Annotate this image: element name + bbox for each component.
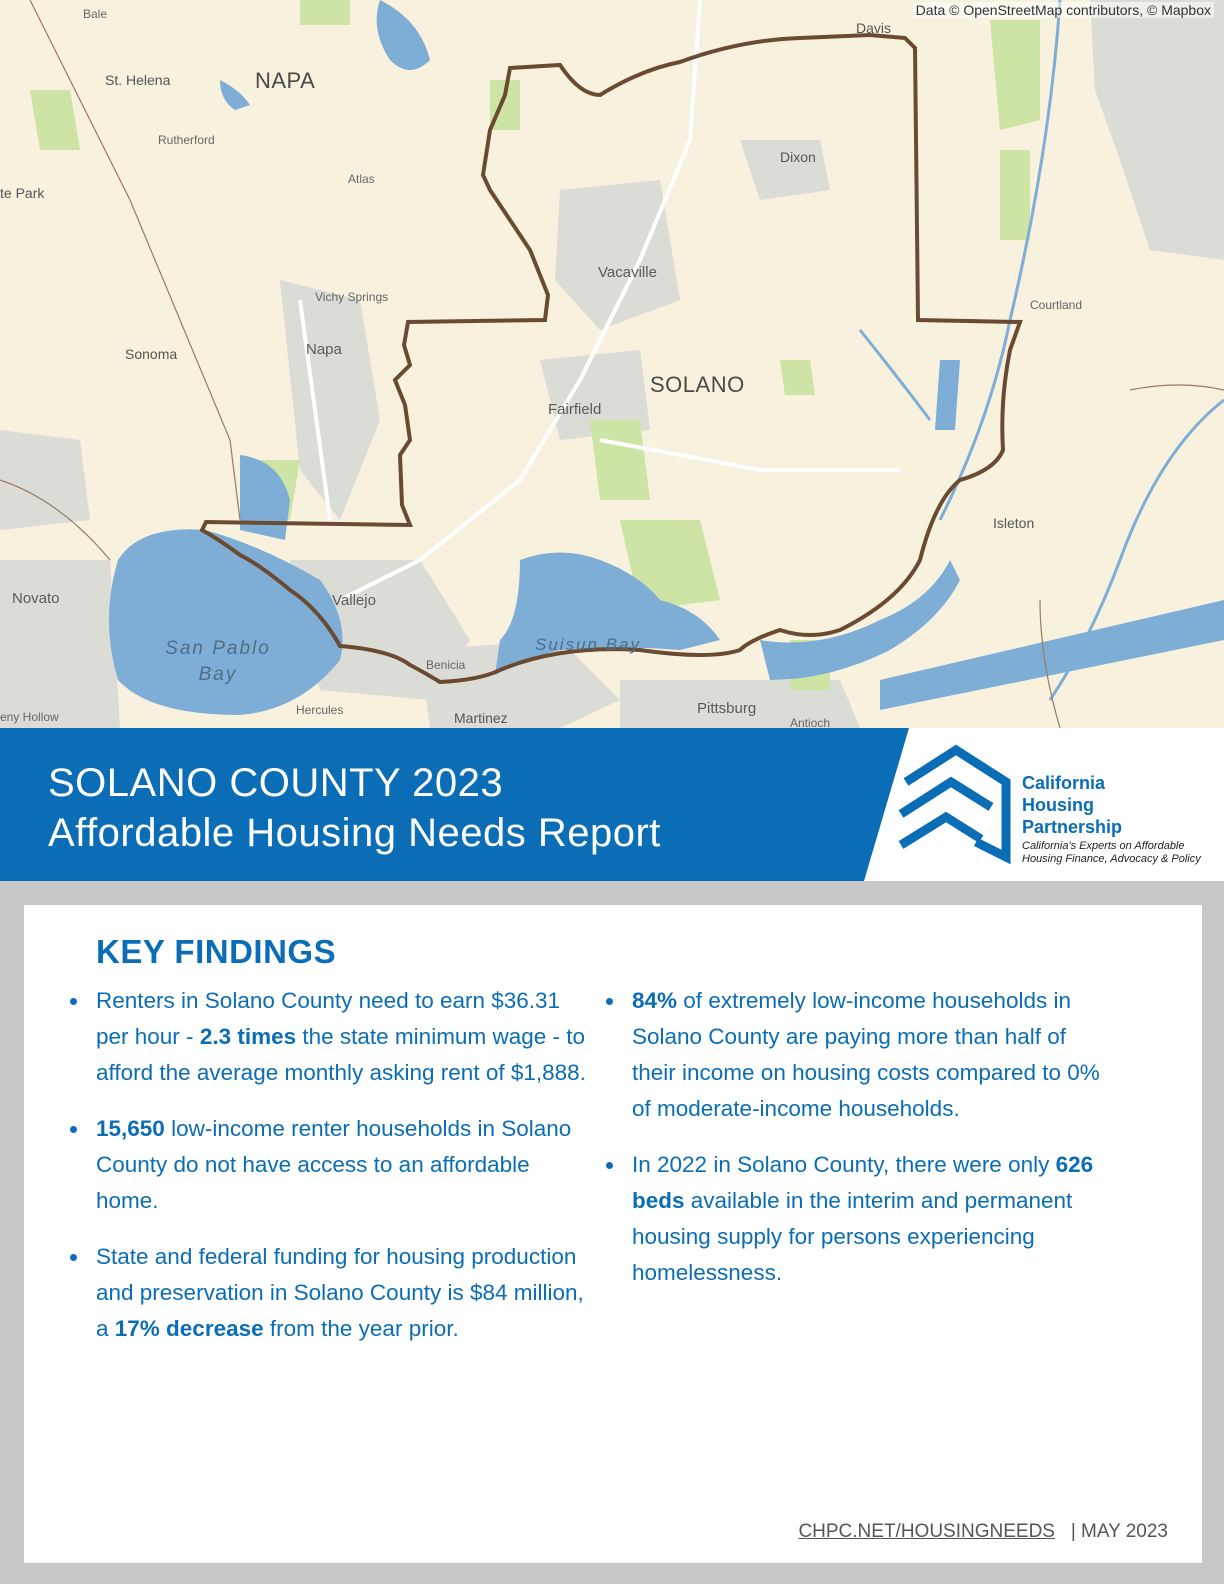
map-label-davis: Davis bbox=[856, 20, 892, 36]
map-label-benicia: Benicia bbox=[426, 658, 466, 672]
logo-text bbox=[1022, 772, 1201, 866]
map-label-vallejo: Vallejo bbox=[332, 592, 376, 609]
map-label-pittsburg: Pittsburg bbox=[697, 700, 757, 717]
map-label-suisun-bay: Suisun Bay bbox=[535, 635, 641, 654]
logo-tagline-line2: Housing Finance, Advocacy & Policy bbox=[1022, 853, 1201, 865]
finding-item bbox=[632, 1147, 1112, 1291]
findings-column-right bbox=[632, 983, 1112, 1311]
map-label-martinez: Martinez bbox=[454, 710, 508, 726]
map-label-novato: Novato bbox=[12, 590, 60, 607]
finding-text: the state minimum wage - to afford the average monthly asking rent of $1,888. bbox=[96, 1024, 586, 1085]
map-label-san-pablo-line2: Bay bbox=[198, 664, 238, 685]
finding-text: from the year prior. bbox=[263, 1316, 459, 1341]
finding-item bbox=[96, 983, 586, 1091]
map-label-napa-county: NAPA bbox=[255, 68, 316, 93]
map-label-bale: Bale bbox=[83, 7, 108, 21]
report-title bbox=[48, 758, 661, 858]
map-label-vichy-springs: Vichy Springs bbox=[315, 290, 389, 304]
finding-text: Renters in Solano County need to earn $36.31 per hour - bbox=[96, 988, 561, 1049]
map-graphic bbox=[0, 0, 1224, 728]
chp-logo-icon bbox=[896, 742, 1011, 864]
key-findings-card bbox=[24, 905, 1202, 1563]
water-bodies bbox=[109, 0, 1224, 715]
map-label-fairfield: Fairfield bbox=[548, 401, 602, 418]
logo-tagline-line1: California's Experts on Affordable bbox=[1022, 840, 1185, 852]
bullet-dot bbox=[70, 1126, 77, 1133]
finding-item bbox=[632, 983, 1112, 1127]
map-label-solano: SOLANO bbox=[650, 372, 745, 397]
footer-separator: | bbox=[1070, 1521, 1076, 1542]
map-label-dixon: Dixon bbox=[780, 149, 816, 165]
map-label-napa-city: Napa bbox=[306, 341, 342, 358]
map-label-vacaville: Vacaville bbox=[598, 264, 657, 281]
map-attribution: Data © OpenStreetMap contributors, © Mapbox bbox=[913, 2, 1214, 18]
map-label-san-pablo-bay bbox=[158, 636, 278, 688]
finding-highlight: 15,650 bbox=[96, 1116, 165, 1141]
finding-highlight: 626 beds bbox=[632, 1152, 1094, 1213]
footer-date: MAY 2023 bbox=[1081, 1521, 1168, 1542]
map-label-san-pablo-line1: San Pablo bbox=[165, 638, 271, 659]
map-label-sonoma: Sonoma bbox=[125, 346, 178, 362]
map-label-courtland: Courtland bbox=[1030, 298, 1083, 312]
logo-name-line2: Housing bbox=[1022, 795, 1094, 815]
bullet-dot bbox=[606, 1162, 613, 1169]
map-label-st-helena: St. Helena bbox=[105, 72, 171, 88]
finding-text: available in the interim and permanent housing supply for persons experiencing homelessness. bbox=[632, 1188, 1073, 1285]
finding-item bbox=[96, 1239, 586, 1347]
findings-column-left bbox=[96, 983, 586, 1367]
report-title-line1: SOLANO COUNTY 2023 bbox=[48, 761, 504, 805]
finding-text: of extremely low-income households in Solano County are paying more than half of their income on housing costs compared to 0% of moderate-income households. bbox=[632, 988, 1100, 1121]
map-label-antioch: Antioch bbox=[790, 716, 831, 728]
logo-name-line3: Partnership bbox=[1022, 817, 1123, 837]
map-label-state-park: te Park bbox=[0, 185, 45, 201]
map-label-isleton: Isleton bbox=[993, 515, 1035, 531]
finding-text: State and federal funding for housing production and preservation in Solano County is $84 million, a bbox=[96, 1244, 584, 1341]
logo-panel bbox=[864, 728, 1224, 881]
report-title-line2: Affordable Housing Needs Report bbox=[48, 811, 661, 855]
map-label-piney-hollow: eny Hollow bbox=[0, 710, 59, 724]
finding-highlight: 84% bbox=[632, 988, 678, 1013]
bullet-dot bbox=[70, 998, 77, 1005]
finding-highlight: 2.3 times bbox=[199, 1024, 297, 1049]
finding-text: In 2022 in Solano County, there were only bbox=[632, 1152, 1056, 1177]
finding-item bbox=[96, 1111, 586, 1219]
bullet-dot bbox=[70, 1254, 77, 1261]
logo-name-line1: California bbox=[1022, 773, 1106, 793]
finding-text: low-income renter households in Solano County do not have access to an affordable home. bbox=[96, 1116, 572, 1213]
key-findings-heading: KEY FINDINGS bbox=[96, 933, 337, 970]
footer bbox=[798, 1521, 1168, 1543]
map-label-atlas: Atlas bbox=[348, 172, 375, 186]
county-map bbox=[0, 0, 1224, 728]
bullet-dot bbox=[606, 998, 613, 1005]
finding-highlight: 17% decrease bbox=[114, 1316, 264, 1341]
map-label-rutherford: Rutherford bbox=[158, 133, 215, 147]
housingneeds-link[interactable]: CHPC.NET/HOUSINGNEEDS bbox=[798, 1521, 1055, 1542]
map-label-hercules: Hercules bbox=[296, 703, 344, 717]
